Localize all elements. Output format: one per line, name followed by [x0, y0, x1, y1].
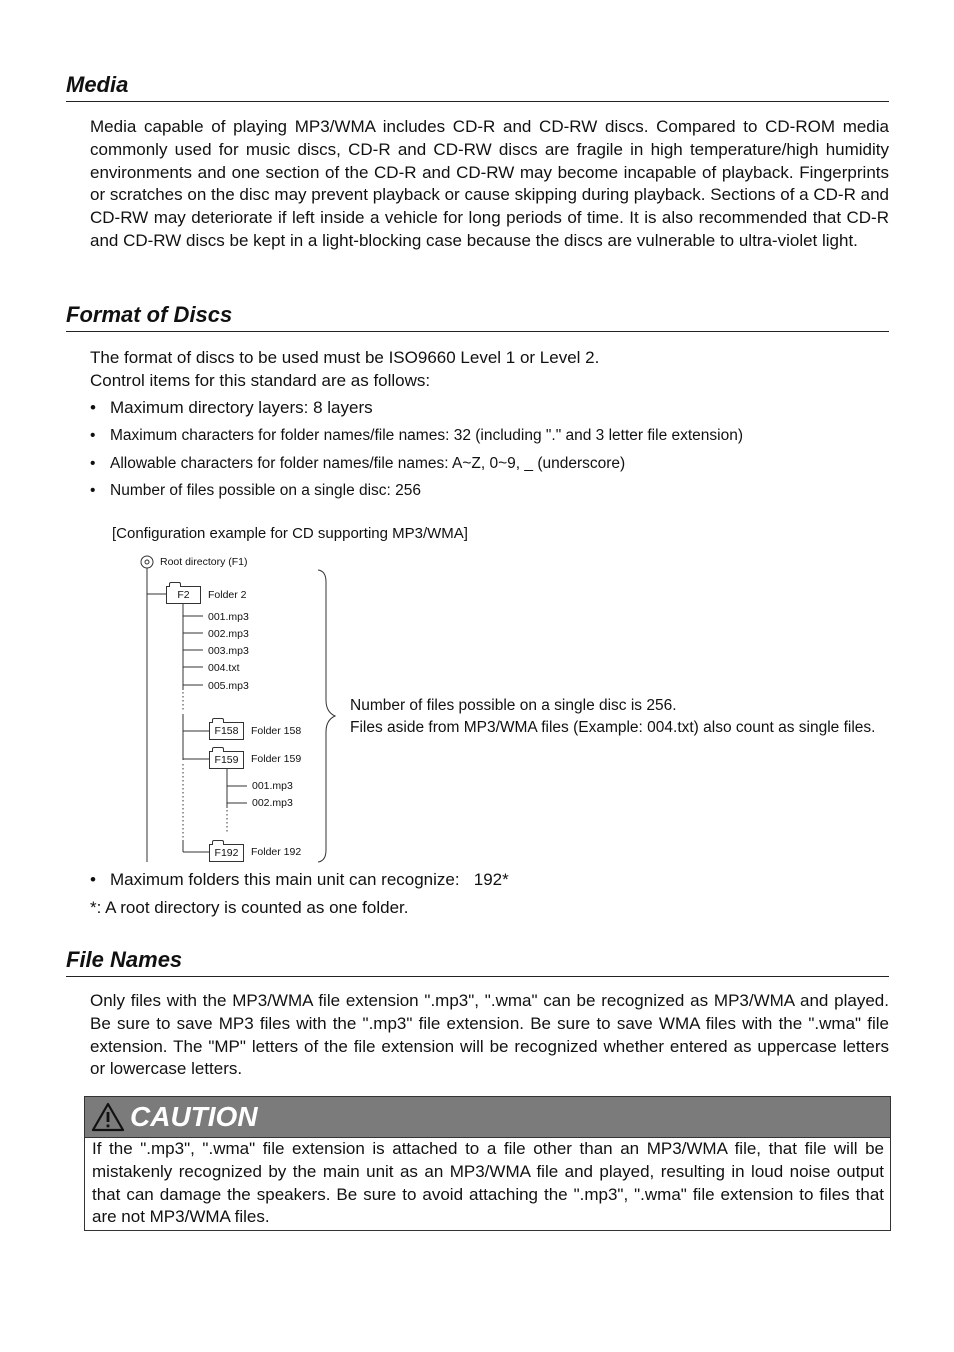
bullet-marker: •: [90, 398, 96, 417]
bullet-text: Maximum folders this main unit can recognize: 192*: [110, 870, 509, 889]
folder-icon: F158: [209, 722, 244, 740]
file-label: 001.mp3: [208, 611, 249, 623]
media-paragraph: Media capable of playing MP3/WMA includes CD-R and CD-RW discs. Compared to CD-ROM media commonly used for music discs, CD-R and CD-RW discs are fragile in high temperature/high humidity environments and one section of the CD-R and CD-RW may become incapable of playback. Fingerprints or scratches on the disc may prevent playback or cause skipping during playback. Sections of a CD-R and CD-RW may deteriorate if left inside a vehicle for long periods of time. It is also recommended that CD-R and CD-RW discs be kept in a light-blocking case because the discs are vulnerable to ultra-violet light.: [90, 117, 889, 250]
format-line-1: The format of discs to be used must be ISO9660 Level 1 or Level 2.: [90, 348, 600, 367]
config-caption: [Configuration example for CD supporting MP3/WMA]: [112, 525, 468, 542]
warning-triangle-icon: [91, 1102, 125, 1132]
bullet-marker: •: [90, 455, 96, 472]
caution-header: [85, 1097, 890, 1138]
folder-2-label: Folder 2: [208, 589, 247, 601]
file-label: 004.txt: [208, 662, 240, 674]
bullet-text: Maximum directory layers: 8 layers: [110, 398, 373, 417]
caution-title: CAUTION: [130, 1101, 258, 1132]
bullet-text: Number of files possible on a single disc: 256: [110, 482, 422, 499]
folder-icon: F159: [209, 751, 244, 769]
format-line-2: Control items for this standard are as follows:: [90, 371, 431, 390]
diagram-note-line-1: Number of files possible on a single disc is 256.: [350, 697, 677, 714]
folder-192-label: Folder 192: [251, 846, 302, 858]
file-names-paragraph: Only files with the MP3/WMA file extension ".mp3", ".wma" can be recognized as MP3/WMA and played. Be sure to save MP3 files with the ".mp3" file extension. Be sure to save WMA files with the ".wma" file extension. The "MP" letters of the file extension will be recognized whether entered as uppercase letters or lowercase letters.: [90, 991, 889, 1079]
root-directory-label: Root directory (F1): [160, 556, 248, 568]
bullet-text: Allowable characters for folder names/file names: A~Z, 0~9, _ (underscore): [110, 455, 626, 472]
file-label: 002.mp3: [252, 797, 293, 809]
folder-icon: F192: [209, 844, 244, 862]
format-heading: Format of Discs: [66, 302, 889, 332]
bullet-marker: •: [90, 870, 96, 889]
media-heading: Media: [66, 72, 889, 102]
footnote: *: A root directory is counted as one folder.: [90, 898, 409, 917]
folder-159-label: Folder 159: [251, 753, 302, 765]
file-label: 002.mp3: [208, 628, 249, 640]
bullet-marker: •: [90, 427, 96, 444]
folder-icon: F2: [166, 586, 201, 604]
file-label: 003.mp3: [208, 645, 249, 657]
bullet-marker: •: [90, 482, 96, 499]
caution-box: [84, 1096, 891, 1231]
folder-158-label: Folder 158: [251, 725, 302, 737]
file-label: 005.mp3: [208, 680, 249, 692]
diagram-note-line-2: Files aside from MP3/WMA files (Example: 004.txt) also count as single files.: [350, 719, 876, 736]
bullet-text: Maximum characters for folder names/file names: 32 (including "." and 3 letter file extension): [110, 427, 744, 444]
caution-text: If the ".mp3", ".wma" file extension is attached to a file other than an MP3/WMA file, that file will be mistakenly recognized by the main unit as an MP3/WMA file and played, resulting in loud noise output that can damage the speakers. Be sure to avoid attaching the ".mp3", ".wma" file extension to files that are not MP3/WMA files.: [92, 1139, 884, 1227]
file-label: 001.mp3: [252, 780, 293, 792]
file-names-heading: File Names: [66, 947, 889, 977]
